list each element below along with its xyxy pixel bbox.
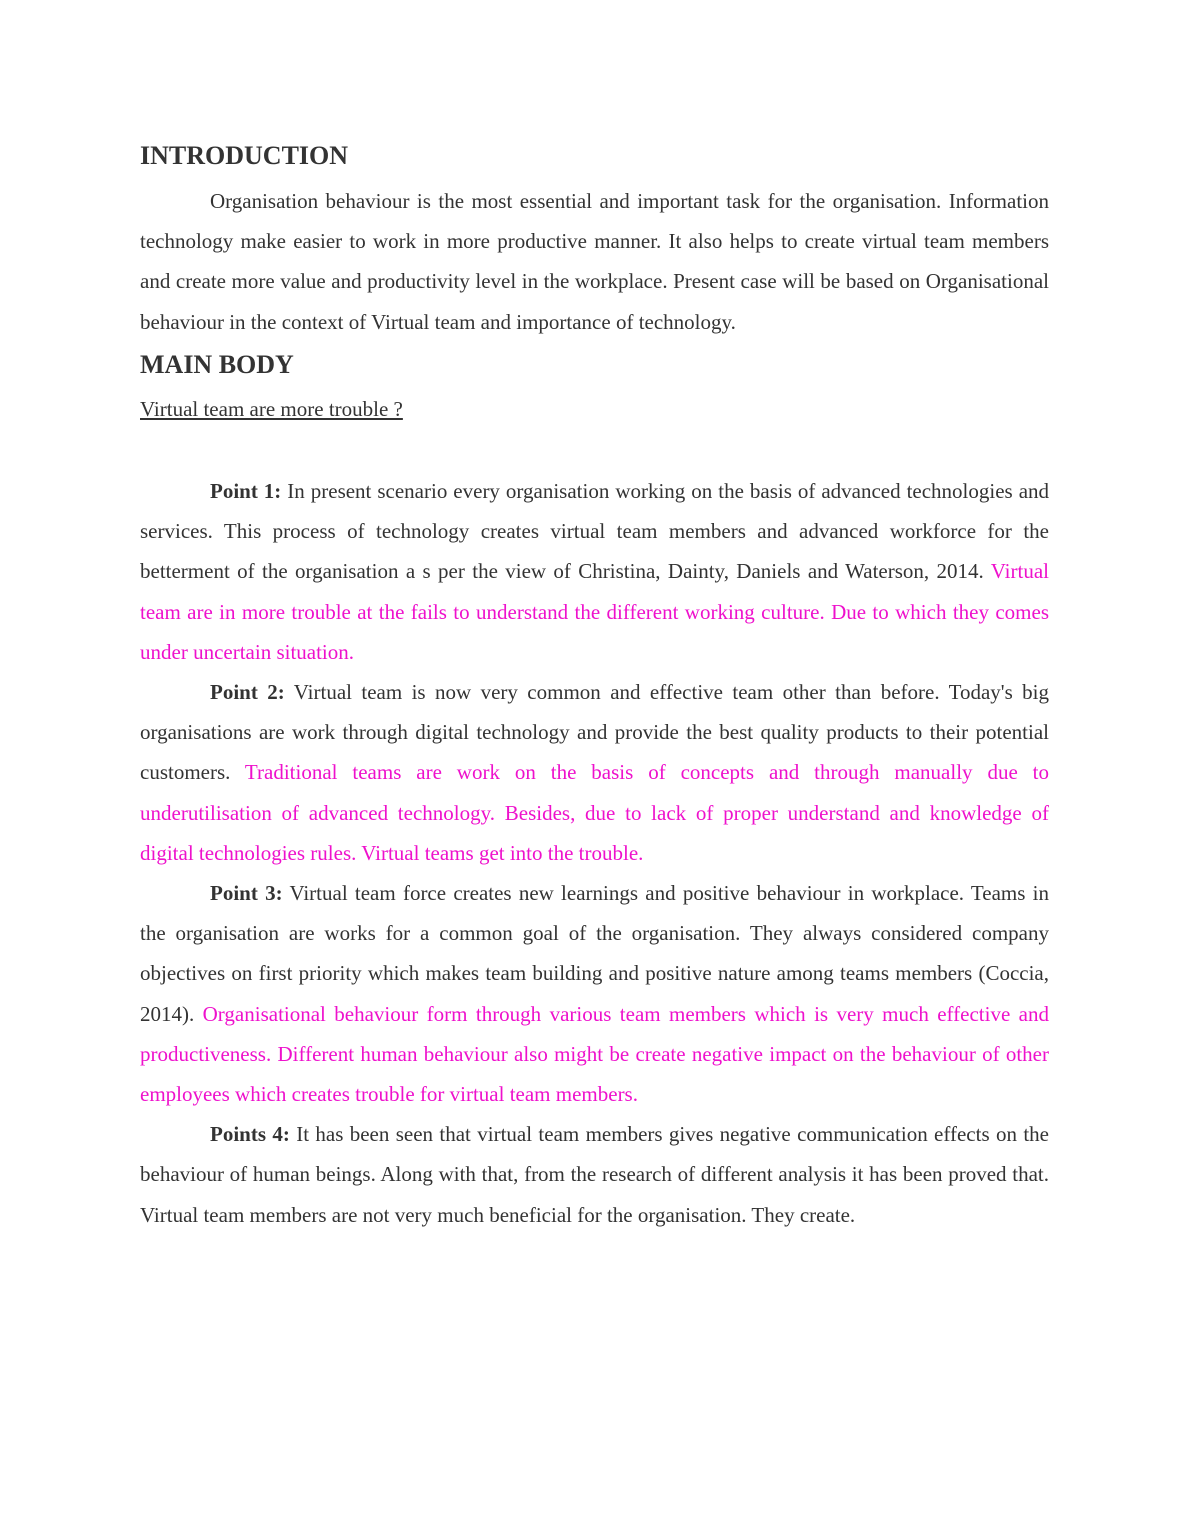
point-text: Virtual team force creates new learnings and positive behaviour in workplace. Teams in the organisation are works for a common goal of the organisation. They always considered company objectives on first priority which makes team building and positive nature among teams members (Coccia, 2014). (140, 881, 1050, 1026)
point-label: Point 3: (210, 881, 283, 906)
point-4-paragraph (140, 1114, 1049, 1235)
introduction-heading: INTRODUCTION (140, 141, 349, 170)
section-subheading: Virtual team are more trouble ? (140, 396, 403, 421)
highlighted-text: Organisational behaviour form through various team members which is very much effective and productiveness. Different human behaviour also might be create negative impact on the behaviour of other employees which creates trouble for virtual team members. (140, 1001, 1049, 1107)
document-page (140, 140, 1049, 1235)
point-text: Virtual team is now very common and effective team other than before. Today's big organisations are work through digital technology and provide the best quality products to their potential customers. (140, 680, 1049, 785)
highlighted-text: Traditional teams are work on the basis of concepts and through manually due to underutilisation of advanced technology. Besides, due to lack of proper understand and knowledge of digital technologies rules. Virtual teams get into the trouble. (140, 760, 1049, 865)
point-1-paragraph (140, 471, 1049, 672)
point-text: In present scenario every organisation working on the basis of advanced technologies and services. This process of technology creates virtual team members and advanced workforce for the betterment of the organisation a s per the view of Christina, Dainty, Daniels and Waterson, 2014. (140, 479, 1050, 584)
point-label: Point 2: (210, 680, 285, 705)
main-body-heading: MAIN BODY (140, 349, 294, 379)
introduction-paragraph: Organisation behaviour is the most essential and important task for the organisation. Information technology make easier to work in more productive manner. It also helps to create virtual team members and create more value and productivity level in the workplace. Present case will be based on Organisational behaviour in the context of Virtual team and importance of technology. (140, 189, 1049, 334)
point-text: It has been seen that virtual team members gives negative communication effects on the behaviour of human beings. Along with that, from the research of different analysis it has been proved that. Virtual team members are not very much beneficial for the organisation. They create. (140, 1122, 1049, 1227)
point-label: Point 1: (210, 479, 282, 504)
highlighted-text: Virtual team are in more trouble at the fails to understand the different working culture. Due to which they comes under uncertain situation. (140, 559, 1049, 664)
point-2-paragraph (140, 672, 1049, 873)
point-3-paragraph (140, 873, 1049, 1114)
point-label: Points 4: (210, 1122, 290, 1147)
